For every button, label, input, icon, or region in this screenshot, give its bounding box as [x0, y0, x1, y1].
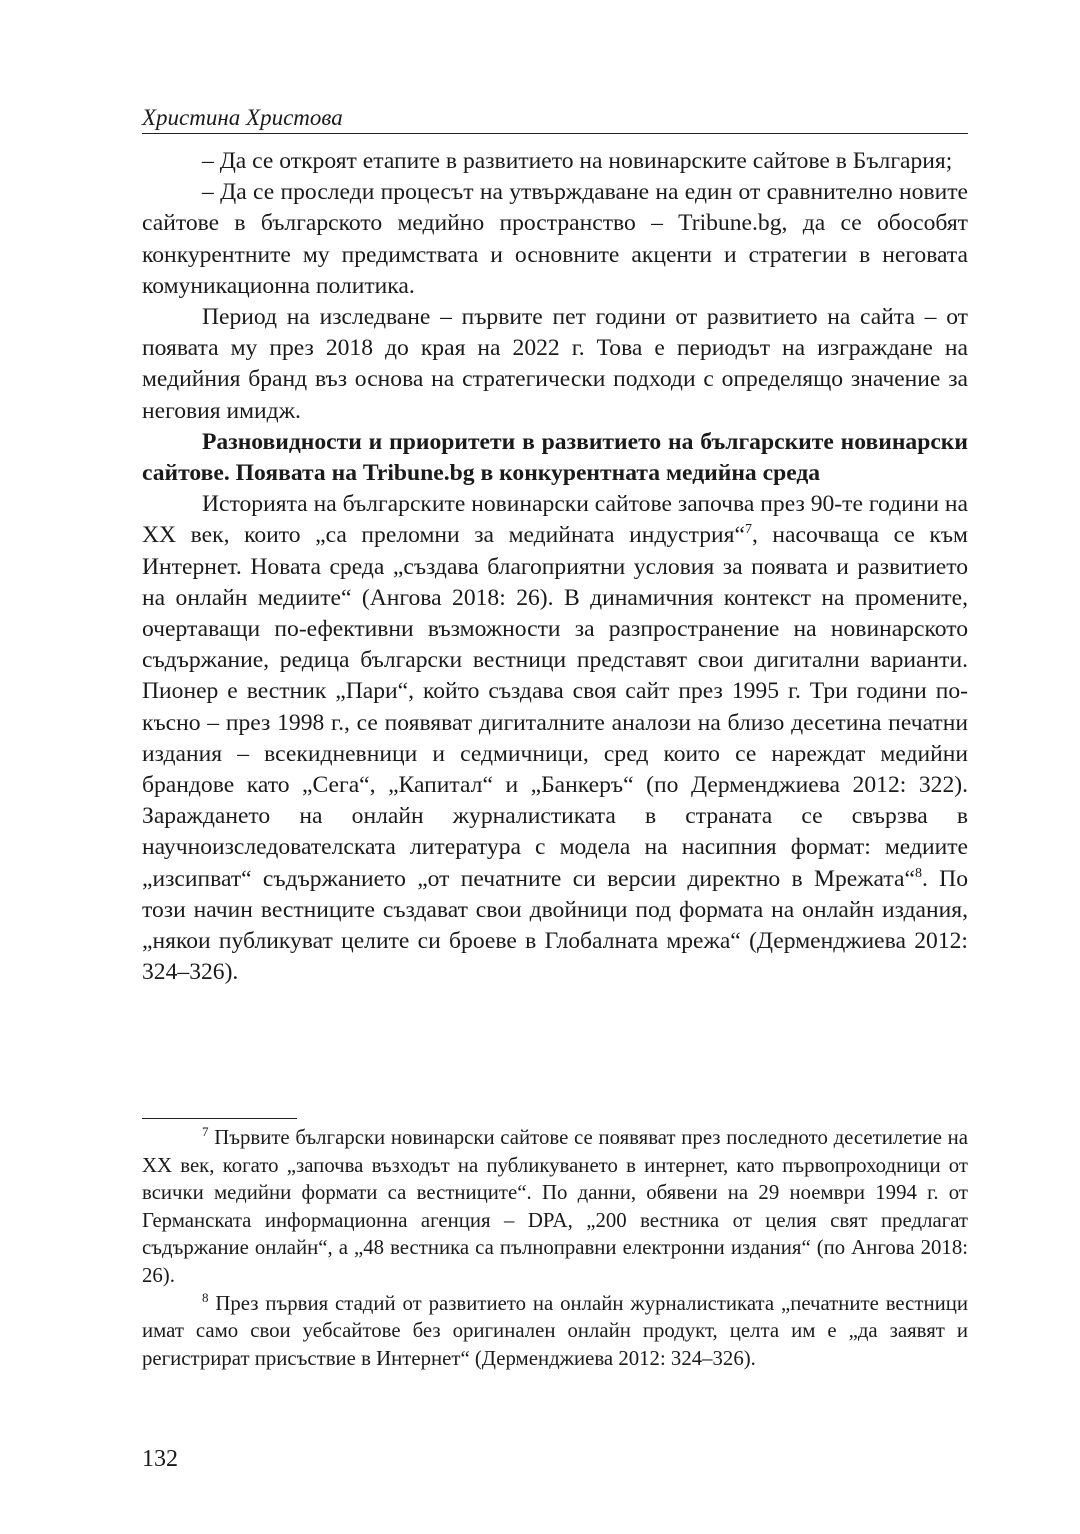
- objective-paragraph-1: – Да се откроят етапите в развитието на новинарските сайтове в България;: [202, 148, 953, 174]
- footnote-7: [142, 1124, 968, 1290]
- footnote-8-mark: 8: [202, 1289, 209, 1305]
- footnote-7-text: Първите български новинарски сайтове се появяват през последното десетилетие на XX век, когато „започва възходът на публикуването в интернет, като първопроходници от всички медийни формати са вестниците“. По данни, обявени на 29 ноември 1994 г. от Германската информационна агенция – DPA, „200 вестника от целия свят предлагат съдържание онлайн“, а „48 вестника са пълноправни електронни издания“ (по Ангова 2018: 26).: [142, 1126, 968, 1287]
- footnote-separator: [142, 1118, 297, 1119]
- footnote-ref-8[interactable]: 8: [914, 865, 922, 881]
- footnotes: [142, 1124, 968, 1372]
- footnote-ref-7[interactable]: 7: [744, 522, 752, 538]
- page-number: 132: [142, 1446, 178, 1472]
- history-text-part-3: . По този начин вестниците създават свои двойници под формата на онлайн издания, „някои публикуват целите си броеве в Глобалната мрежа“ (Дерменджиева 2012: 324–326).: [142, 865, 968, 986]
- research-period-paragraph: Период на изследване – първите пет години от развитието на сайта – от появата му през 2018 до края на 2022 г. Това е периодът на изграждане на медийния бранд въз основа на стратегически подходи с определящо значение за неговия имидж.: [142, 304, 968, 424]
- objective-paragraph-2: – Да се проследи процесът на утвърждаване на един от сравнително новите сайтове в българското медийно пространство – Tribune.bg, да се обособят конкурентните му предимствата и основните акценти и стратегии в неговата комуникационна политика.: [142, 179, 968, 299]
- footnote-8: [142, 1290, 968, 1373]
- main-text: [142, 146, 968, 988]
- history-text-part-2: , насочваща се към Интернет. Новата среда „създава благоприятни условия за появата и развитието на онлайн медиите“ (Ангова 2018: 26). В динамичния контекст на промените, очертаващи по-ефективни възможности за разпространение на новинарското съдържание, редица български вестници представят свои дигитални варианти. Пионер е вестник „Пари“, който създава своя сайт през 1995 г. Три години по-късно – през 1998 г., се появяват дигиталните аналози на близо десетина печатни издания – всекидневници и седмичници, сред които се нареждат медийни брандове като „Сега“, „Капитал“ и „Банкеръ“ (по Дерменджиева 2012: 322). Зараждането на онлайн журналистиката в страната се свързва в научноизследователската литература с модела на насипния формат: медиите „изсипват“ съдържанието „от печатните си версии директно в Мрежата“: [142, 522, 968, 892]
- history-paragraph: [142, 489, 968, 988]
- section-heading: Разновидности и приоритети в развитието на българските новинарски сайтове. Появата на Tribune.bg в конкурентната медийна среда: [142, 428, 968, 487]
- page: [142, 0, 968, 1534]
- running-header-author: Христина Христова: [142, 104, 968, 134]
- footnote-8-text: През първия стадий от развитието на онлайн журналистиката „печатните вестници имат само свои уебсайтове без оригинален онлайн продукт, целта им е „да заявят и регистрират присъствие в Интернет“ (Дерменджиева 2012: 324–326).: [142, 1291, 968, 1370]
- history-text-part-1: Историята на българските новинарски сайтове започва през 90-те години на XX век, които „са преломни за медийната индустрия“: [142, 491, 968, 549]
- footnote-7-mark: 7: [202, 1124, 209, 1139]
